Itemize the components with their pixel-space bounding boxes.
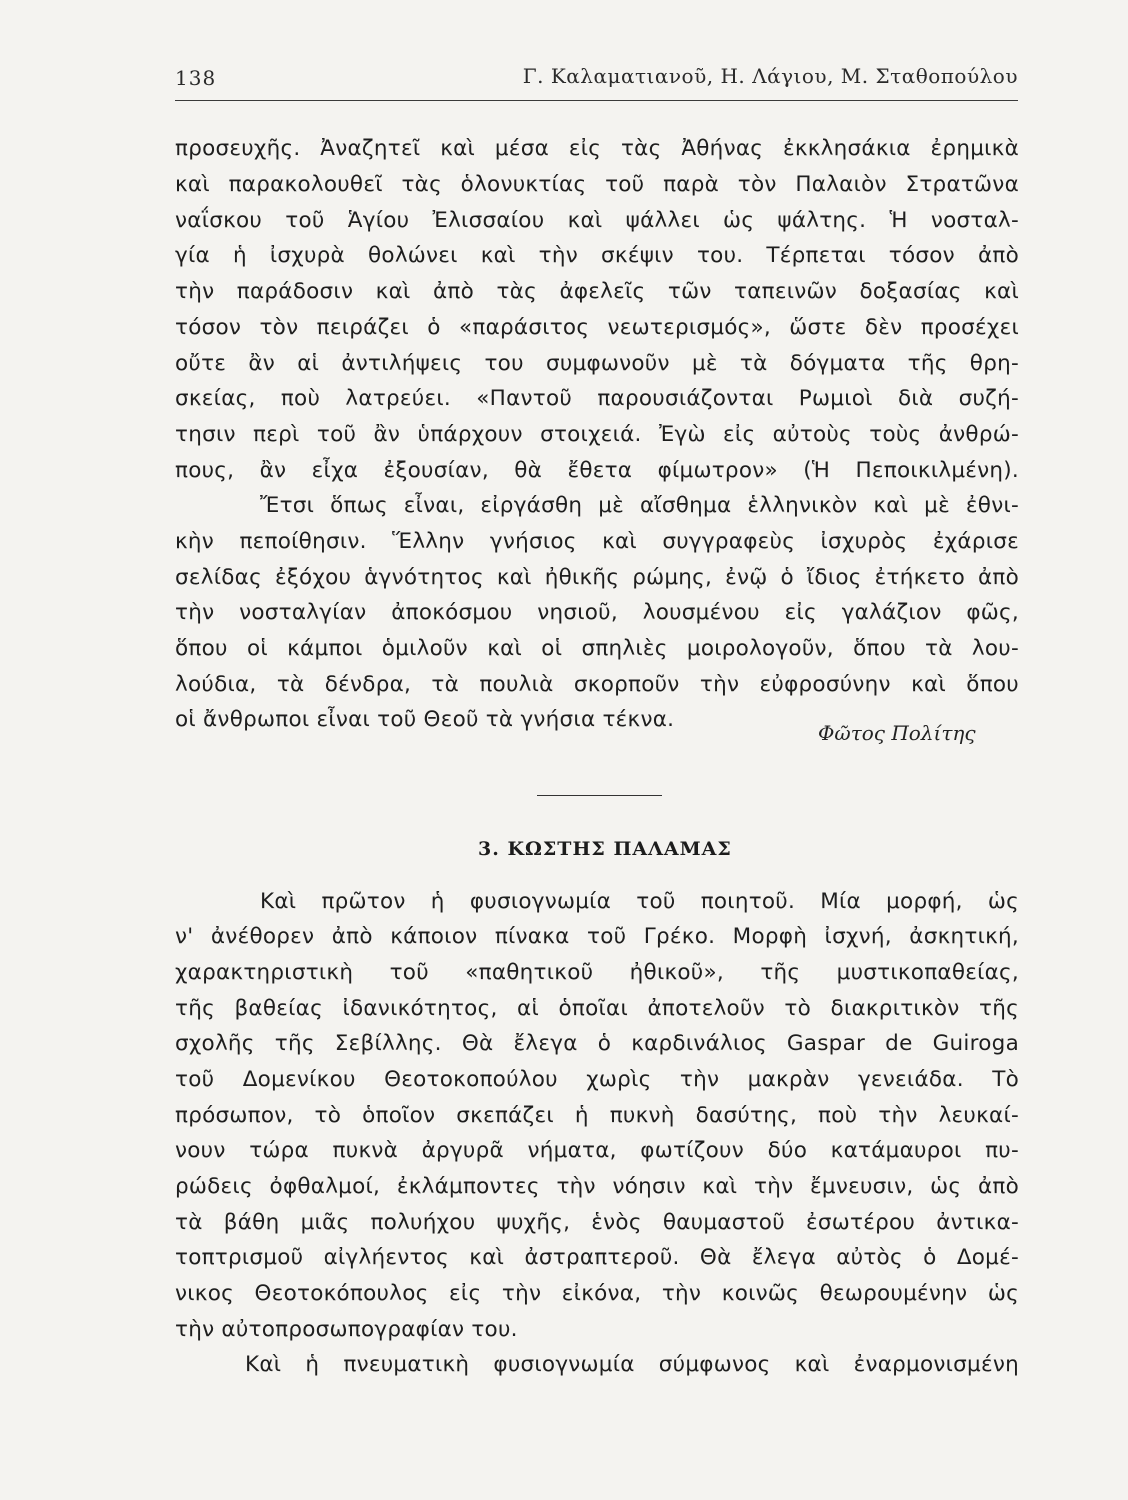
section-divider <box>537 795 662 796</box>
text-line: σχολῆς τῆς Σεβίλλης. Θὰ ἔλεγα ὁ καρδινάλιος Gaspar de Guiroga <box>175 1031 1019 1056</box>
text-line: τὴν αὐτοπροσωπογραφίαν του. <box>175 1317 518 1342</box>
text-line: τόσον τὸν πειράζει ὁ «παράσιτος νεωτερισμός», ὥστε δὲν προσέχει <box>175 315 1019 340</box>
author-signature: Φῶτος Πολίτης <box>818 721 976 745</box>
text-line: καὶ παρακολουθεῖ τὰς ὁλονυκτίας τοῦ παρὰ τὸν Παλαιὸν Στρατῶνα <box>175 172 1019 197</box>
text-line: οἱ ἄνθρωποι εἶναι τοῦ Θεοῦ τὰ γνήσια τέκνα. <box>175 707 675 732</box>
header-rule <box>175 100 1018 101</box>
text-line: Καὶ πρῶτον ἡ φυσιογνωμία τοῦ ποιητοῦ. Μία μορφή, ὡς <box>260 889 1019 914</box>
text-line: νουν τώρα πυκνὰ ἀργυρᾶ νήματα, φωτίζουν δύο κατάμαυροι πυ- <box>175 1138 1019 1163</box>
text-line: σελίδας ἐξόχου ἁγνότητος καὶ ἠθικῆς ρώμης, ἐνῷ ὁ ἴδιος ἐτήκετο ἀπὸ <box>175 565 1019 590</box>
text-line: ν' ἀνέθορεν ἀπὸ κάποιον πίνακα τοῦ Γρέκο. Μορφὴ ἰσχνή, ἀσκητική, <box>175 924 1019 949</box>
text-line: γία ἡ ἰσχυρὰ θολώνει καὶ τὴν σκέψιν του. Τέρπεται τόσον ἀπὸ <box>175 243 1019 268</box>
text-line: τὴν παράδοσιν καὶ ἀπὸ τὰς ἀφελεῖς τῶν ταπεινῶν δοξασίας καὶ <box>175 279 1019 304</box>
text-line: τοπτρισμοῦ αἰγλήεντος καὶ ἀστραπτεροῦ. Θὰ ἔλεγα αὐτὸς ὁ Δομέ- <box>175 1245 1019 1270</box>
text-line: οὔτε ἂν αἱ ἀντιλήψεις του συμφωνοῦν μὲ τὰ δόγματα τῆς θρη- <box>175 351 1019 376</box>
text-line: ναΐσκου τοῦ Ἁγίου Ἐλισσαίου καὶ ψάλλει ὡς ψάλτης. Ἡ νοσταλ- <box>175 208 1019 233</box>
text-line: τὴν νοσταλγίαν ἀποκόσμου νησιοῦ, λουσμένου εἰς γαλάζιον φῶς, <box>175 600 1019 625</box>
text-line: τῆς βαθείας ἰδανικότητος, αἱ ὁποῖαι ἀποτελοῦν τὸ διακριτικὸν τῆς <box>175 996 1019 1021</box>
text-line: τοῦ Δομενίκου Θεοτοκοπούλου χωρὶς τὴν μακρὰν γενειάδα. Τὸ <box>175 1067 1019 1092</box>
text-line: πους, ἂν εἶχα ἐξουσίαν, θὰ ἔθετα φίμωτρον» (Ἡ Πεποικιλμένη). <box>175 458 1019 483</box>
text-line: Καὶ ἡ πνευματικὴ φυσιογνωμία σύμφωνος καὶ ἐναρμονισμένη <box>245 1352 1019 1377</box>
running-head: Γ. Καλαματιανοῦ, Η. Λάγιου, Μ. Σταθοπούλου <box>522 64 1018 88</box>
text-line: ὅπου οἱ κάμποι ὁμιλοῦν καὶ οἱ σπηλιὲς μοιρολογοῦν, ὅπου τὰ λου- <box>175 636 1019 661</box>
page-number: 138 <box>175 66 217 90</box>
text-line: νικος Θεοτοκόπουλος εἰς τὴν εἰκόνα, τὴν κοινῶς θεωρουμένην ὡς <box>175 1281 1019 1306</box>
text-line: σκείας, ποὺ λατρεύει. «Παντοῦ παρουσιάζονται Ρωμιοὶ διὰ συζή- <box>175 386 1019 411</box>
text-line: χαρακτηριστικὴ τοῦ «παθητικοῦ ἠθικοῦ», τῆς μυστικοπαθείας, <box>175 960 1019 985</box>
text-line: τὰ βάθη μιᾶς πολυήχου ψυχῆς, ἑνὸς θαυμαστοῦ ἐσωτέρου ἀντικα- <box>175 1210 1019 1235</box>
section-heading: 3. ΚΩΣΤΗΣ ΠΑΛΑΜΑΣ <box>478 838 732 860</box>
text-line: ρώδεις ὀφθαλμοί, ἐκλάμποντες τὴν νόησιν καὶ τὴν ἔμνευσιν, ὡς ἀπὸ <box>175 1174 1019 1199</box>
text-line: κὴν πεποίθησιν. Ἕλλην γνήσιος καὶ συγγραφεὺς ἰσχυρὸς ἐχάρισε <box>175 529 1019 554</box>
text-line: προσευχῆς. Ἀναζητεῖ καὶ μέσα εἰς τὰς Ἀθήνας ἐκκλησάκια ἐρημικὰ <box>175 136 1019 161</box>
page-header <box>175 58 1018 98</box>
text-line: λούδια, τὰ δένδρα, τὰ πουλιὰ σκορποῦν τὴν εὐφροσύνην καὶ ὅπου <box>175 672 1019 697</box>
text-line: πρόσωπον, τὸ ὁποῖον σκεπάζει ἡ πυκνὴ δασύτης, ποὺ τὴν λευκαί- <box>175 1103 1019 1128</box>
text-line: Ἔτσι ὅπως εἶναι, εἰργάσθη μὲ αἴσθημα ἑλληνικὸν καὶ μὲ ἐθνι- <box>260 493 1019 518</box>
text-line: τησιν περὶ τοῦ ἂν ὑπάρχουν στοιχειά. Ἐγὼ εἰς αὐτοὺς τοὺς ἀνθρώ- <box>175 422 1019 447</box>
